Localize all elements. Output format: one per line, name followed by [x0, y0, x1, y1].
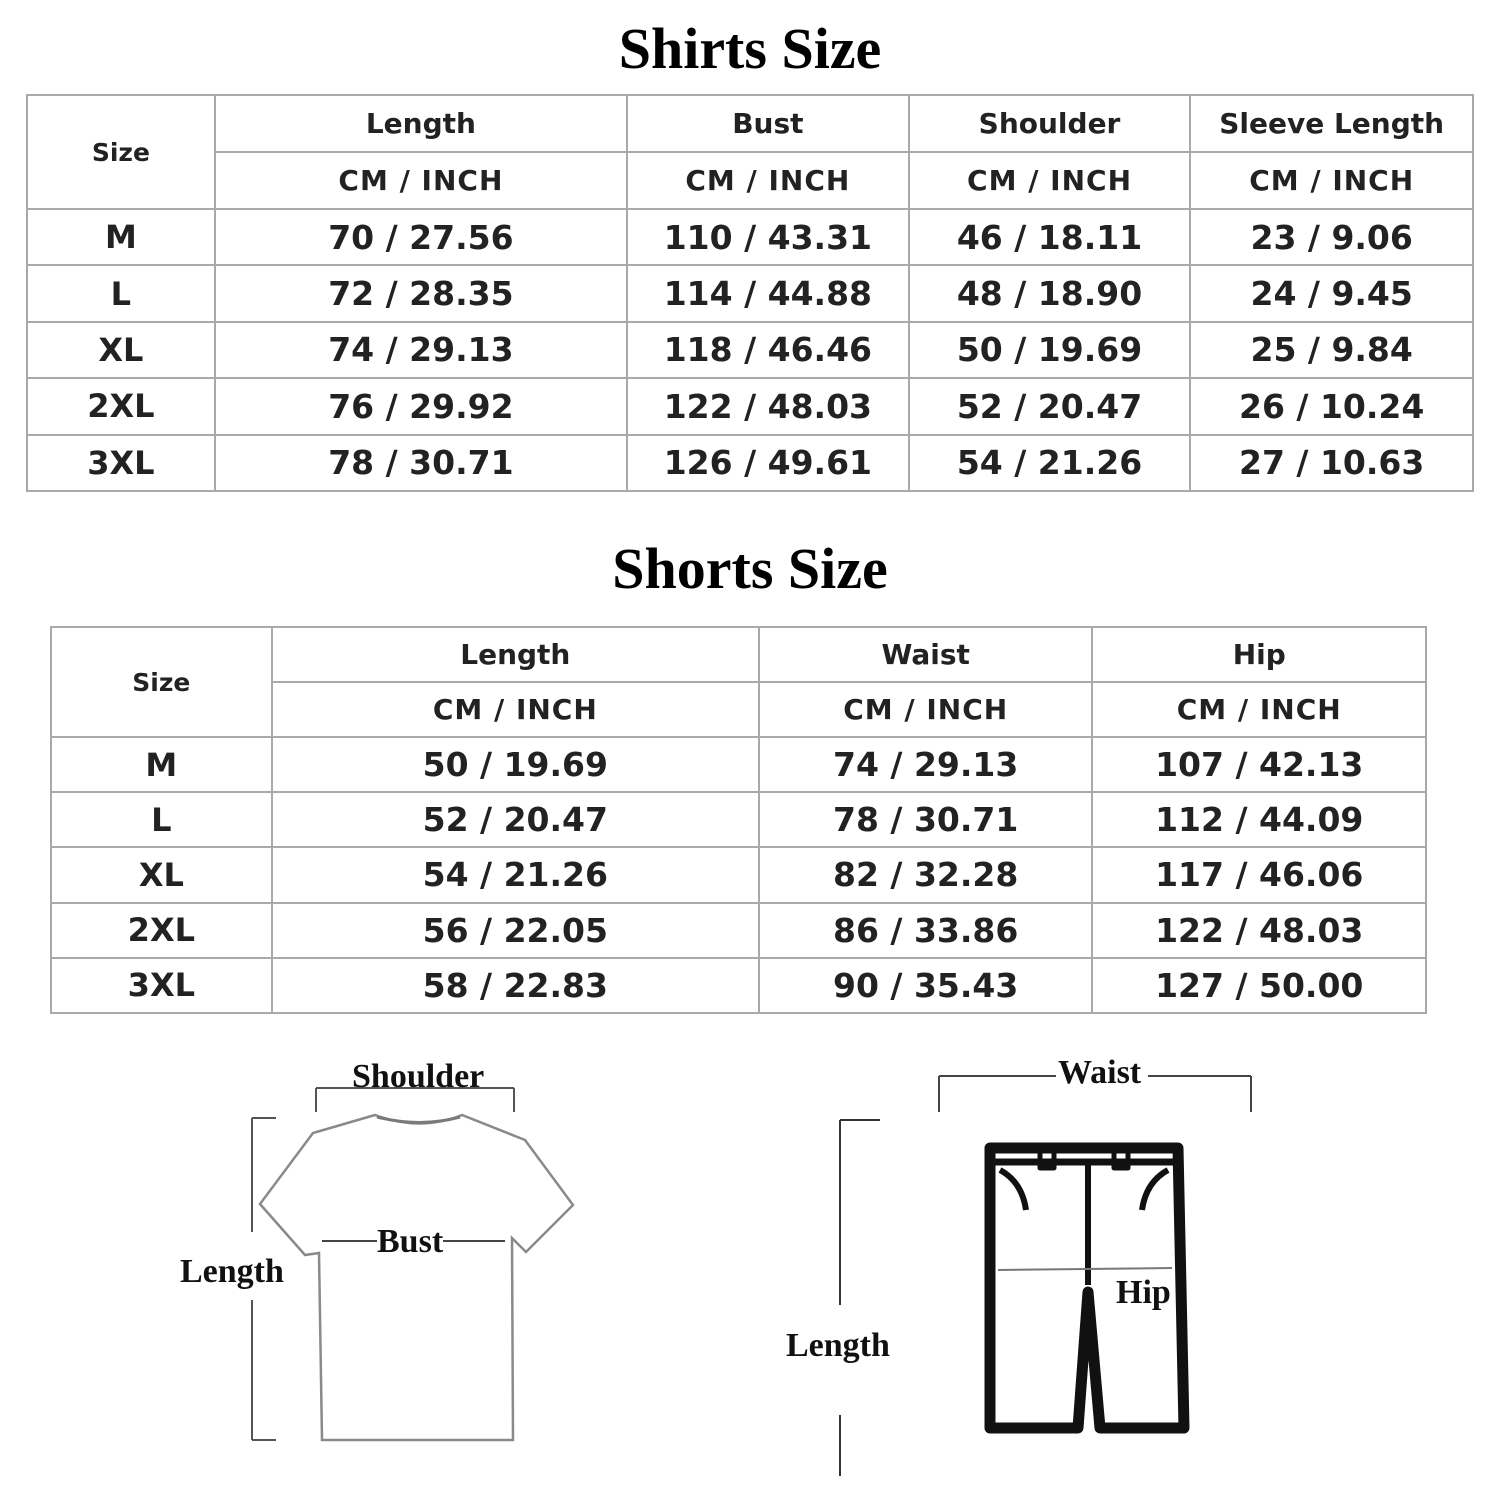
- shirts-size-table: [26, 94, 1474, 492]
- shorts-waist-cell: 86 / 33.86: [759, 903, 1093, 958]
- shirts-shoulder-cell: 48 / 18.90: [909, 265, 1191, 321]
- shirts-bust-cell: 126 / 49.61: [627, 435, 909, 491]
- shirts-length-cell: 78 / 30.71: [215, 435, 627, 491]
- shirts-unit-shoulder: CM / INCH: [909, 152, 1191, 209]
- shirts-col-shoulder: Shoulder: [909, 95, 1191, 152]
- shorts-waist-label: Waist: [1058, 1054, 1142, 1091]
- shorts-size-cell: XL: [51, 847, 272, 902]
- shirts-shoulder-cell: 54 / 21.26: [909, 435, 1191, 491]
- shirts-shoulder-cell: 50 / 19.69: [909, 322, 1191, 378]
- shorts-waist-cell: 74 / 29.13: [759, 737, 1093, 792]
- shirts-col-bust: Bust: [627, 95, 909, 152]
- shirts-sleeve-cell: 27 / 10.63: [1190, 435, 1473, 491]
- shirts-unit-row: [27, 152, 1473, 209]
- shirt-bust-label: Bust: [377, 1223, 444, 1260]
- table-row: [51, 847, 1426, 902]
- shirts-length-cell: 74 / 29.13: [215, 322, 627, 378]
- shirts-unit-sleeve-length: CM / INCH: [1190, 152, 1473, 209]
- shorts-length-cell: 52 / 20.47: [272, 792, 759, 847]
- shirts-shoulder-cell: 52 / 20.47: [909, 378, 1191, 434]
- shirts-size-cell: 3XL: [27, 435, 215, 491]
- shorts-size-table: [50, 626, 1427, 1014]
- shirts-shoulder-cell: 46 / 18.11: [909, 209, 1191, 265]
- shirts-bust-cell: 114 / 44.88: [627, 265, 909, 321]
- shirts-unit-length: CM / INCH: [215, 152, 627, 209]
- shirts-bust-cell: 122 / 48.03: [627, 378, 909, 434]
- shirts-unit-bust: CM / INCH: [627, 152, 909, 209]
- shirts-size-cell: M: [27, 209, 215, 265]
- shorts-unit-waist: CM / INCH: [759, 682, 1093, 737]
- shorts-hip-line: [998, 1268, 1172, 1270]
- shirts-size-cell: XL: [27, 322, 215, 378]
- shirts-header-row: [27, 95, 1473, 152]
- shorts-length-cell: 50 / 19.69: [272, 737, 759, 792]
- shorts-col-hip: Hip: [1092, 627, 1426, 682]
- shorts-length-bracket: [840, 1120, 880, 1476]
- shirts-title: Shirts Size: [618, 16, 882, 81]
- shirts-size-header: Size: [27, 95, 215, 209]
- shirts-sleeve-cell: 25 / 9.84: [1190, 322, 1473, 378]
- shorts-length-cell: 54 / 21.26: [272, 847, 759, 902]
- shorts-length-cell: 56 / 22.05: [272, 903, 759, 958]
- shirts-sleeve-cell: 23 / 9.06: [1190, 209, 1473, 265]
- shorts-hip-cell: 122 / 48.03: [1092, 903, 1426, 958]
- shorts-hip-cell: 112 / 44.09: [1092, 792, 1426, 847]
- table-row: [27, 322, 1473, 378]
- shirts-length-cell: 70 / 27.56: [215, 209, 627, 265]
- shirts-sleeve-cell: 24 / 9.45: [1190, 265, 1473, 321]
- table-row: [51, 903, 1426, 958]
- shorts-col-waist: Waist: [759, 627, 1093, 682]
- shorts-col-length: Length: [272, 627, 759, 682]
- shorts-length-cell: 58 / 22.83: [272, 958, 759, 1013]
- shorts-hip-cell: 117 / 46.06: [1092, 847, 1426, 902]
- shirt-shoulder-label: Shoulder: [352, 1058, 485, 1095]
- shorts-hip-label: Hip: [1116, 1274, 1171, 1311]
- shirts-bust-cell: 110 / 43.31: [627, 209, 909, 265]
- shorts-header-row: [51, 627, 1426, 682]
- shirts-col-sleeve-length: Sleeve Length: [1190, 95, 1473, 152]
- shorts-title: Shorts Size: [612, 536, 888, 601]
- table-row: [51, 737, 1426, 792]
- shorts-unit-hip: CM / INCH: [1092, 682, 1426, 737]
- shorts-unit-length: CM / INCH: [272, 682, 759, 737]
- shirts-sleeve-cell: 26 / 10.24: [1190, 378, 1473, 434]
- shorts-hip-cell: 127 / 50.00: [1092, 958, 1426, 1013]
- shorts-size-header: Size: [51, 627, 272, 737]
- tshirt-illustration-icon: [260, 1115, 573, 1440]
- shorts-size-cell: M: [51, 737, 272, 792]
- shirts-length-cell: 76 / 29.92: [215, 378, 627, 434]
- shirts-col-length: Length: [215, 95, 627, 152]
- shorts-waist-cell: 78 / 30.71: [759, 792, 1093, 847]
- table-row: [51, 958, 1426, 1013]
- shirts-bust-cell: 118 / 46.46: [627, 322, 909, 378]
- shorts-size-cell: 3XL: [51, 958, 272, 1013]
- shirt-length-label: Length: [180, 1253, 284, 1290]
- shorts-size-cell: L: [51, 792, 272, 847]
- shirts-length-cell: 72 / 28.35: [215, 265, 627, 321]
- shorts-waist-cell: 82 / 32.28: [759, 847, 1093, 902]
- table-row: [27, 265, 1473, 321]
- table-row: [27, 378, 1473, 434]
- shorts-length-label: Length: [786, 1327, 890, 1364]
- table-row: [51, 792, 1426, 847]
- shorts-hip-cell: 107 / 42.13: [1092, 737, 1426, 792]
- shirts-size-cell: 2XL: [27, 378, 215, 434]
- shorts-waist-cell: 90 / 35.43: [759, 958, 1093, 1013]
- table-row: [27, 435, 1473, 491]
- shirts-size-cell: L: [27, 265, 215, 321]
- table-row: [27, 209, 1473, 265]
- shorts-size-cell: 2XL: [51, 903, 272, 958]
